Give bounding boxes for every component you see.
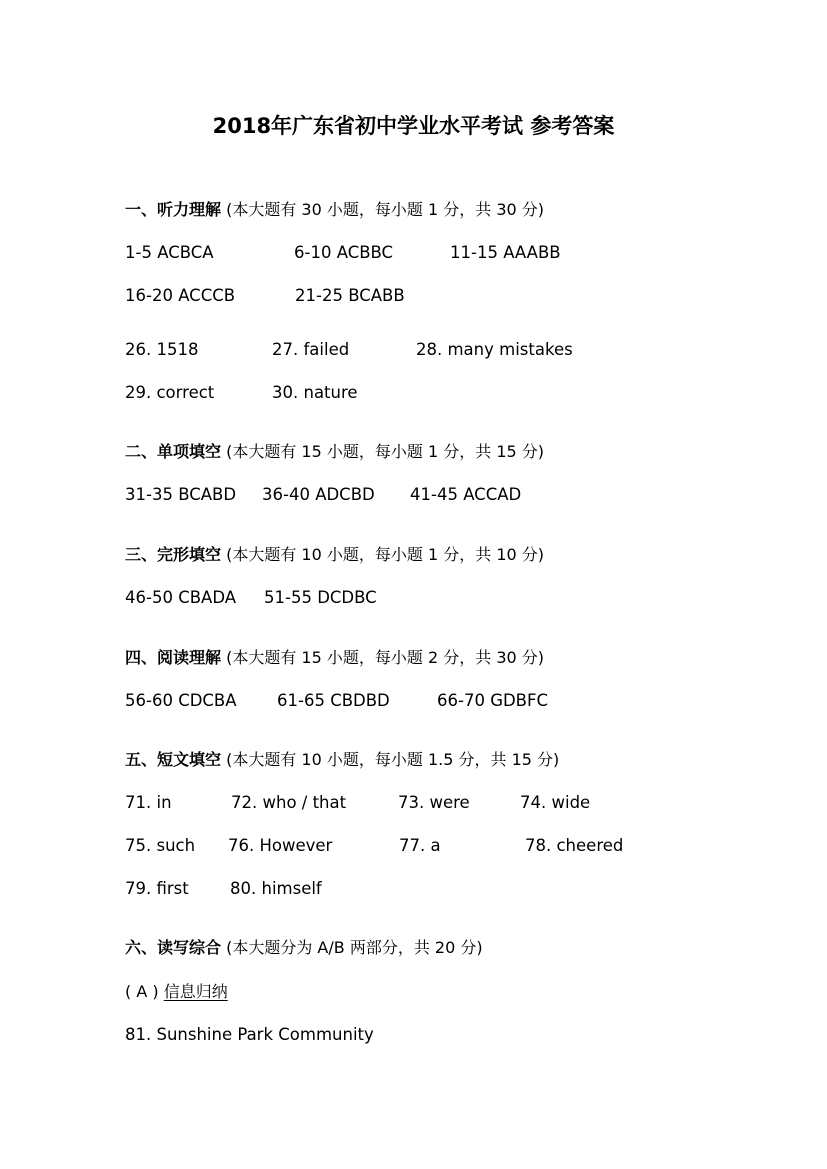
- answer-item: 71. in: [125, 793, 172, 812]
- answer-group: 51-55 DCDBC: [264, 588, 377, 607]
- answer-group: 21-25 BCABB: [295, 286, 405, 305]
- answer-group: 1-5 ACBCA: [125, 243, 214, 262]
- section-heading-cloze: [125, 544, 544, 566]
- section-title: 二、单项填空: [125, 442, 222, 461]
- answer-row: [0, 792, 827, 814]
- section-title: 五、短文填空: [125, 750, 222, 769]
- answer-item: 76. However: [228, 836, 333, 855]
- section-title: 一、听力理解: [125, 200, 222, 219]
- section-heading-listening: [125, 199, 544, 221]
- answer-item: 80. himself: [230, 879, 322, 898]
- answer-item: 78. cheered: [525, 836, 624, 855]
- answer-item: 74. wide: [520, 793, 591, 812]
- answer-row: [0, 587, 827, 609]
- answer-item: 77. a: [399, 836, 441, 855]
- answer-item: 79. first: [125, 879, 189, 898]
- answer-item: 72. who / that: [231, 793, 347, 812]
- answer-item: 30. nature: [272, 383, 358, 402]
- section-note: (本大题有 15 小题，每小题 2 分，共 30 分): [221, 648, 545, 667]
- section-note: (本大题有 10 小题，每小题 1.5 分，共 15 分): [221, 750, 560, 769]
- answer-row: [0, 835, 827, 857]
- section-note: (本大题有 10 小题，每小题 1 分，共 10 分): [221, 545, 545, 564]
- answer-item: 28. many mistakes: [416, 340, 573, 359]
- answer-group: 16-20 ACCCB: [125, 286, 236, 305]
- answer-row: [0, 878, 827, 900]
- section-note: (本大题分为 A/B 两部分，共 20 分): [221, 938, 483, 957]
- answer-group: 11-15 AAABB: [450, 243, 561, 262]
- answer-item: 26. 1518: [125, 340, 199, 359]
- answer-item: 73. were: [398, 793, 470, 812]
- section-title: 六、读写综合: [125, 938, 222, 957]
- page-title: 2018年广东省初中学业水平考试 参考答案: [212, 114, 615, 138]
- section-note: (本大题有 15 小题，每小题 1 分，共 15 分): [221, 442, 545, 461]
- section-title: 三、完形填空: [125, 545, 222, 564]
- answer-group: 66-70 GDBFC: [437, 691, 549, 710]
- answer-row: [0, 484, 827, 506]
- answer-item: 27. failed: [272, 340, 350, 359]
- answer-row: [0, 339, 827, 361]
- answer-group: 36-40 ADCBD: [262, 485, 375, 504]
- subsection-title: 信息归纳: [163, 982, 228, 1001]
- answer-group: 61-65 CBDBD: [277, 691, 390, 710]
- answer-group: 41-45 ACCAD: [410, 485, 522, 504]
- answer-row: [0, 382, 827, 404]
- section-heading-gap-fill: [125, 749, 559, 771]
- answer-item: 75. such: [125, 836, 196, 855]
- answer-row: [0, 285, 827, 307]
- answer-item: 29. correct: [125, 383, 215, 402]
- answer-row: [0, 690, 827, 712]
- section-heading-multiple-choice: [125, 441, 544, 463]
- answer-group: 46-50 CBADA: [125, 588, 237, 607]
- section-heading-reading-writing: [125, 937, 483, 959]
- answer-group: 6-10 ACBBC: [294, 243, 394, 262]
- section-title: 四、阅读理解: [125, 648, 222, 667]
- answer-group: 56-60 CDCBA: [125, 691, 237, 710]
- answer-group: 31-35 BCABD: [125, 485, 237, 504]
- subsection-label: ( A ): [125, 982, 164, 1001]
- subsection-a: [125, 981, 228, 1003]
- section-note: (本大题有 30 小题，每小题 1 分，共 30 分): [221, 200, 545, 219]
- answer-row: [0, 1024, 827, 1046]
- answer-item: 81. Sunshine Park Community: [125, 1025, 374, 1044]
- section-heading-reading: [125, 647, 544, 669]
- answer-row: [0, 242, 827, 264]
